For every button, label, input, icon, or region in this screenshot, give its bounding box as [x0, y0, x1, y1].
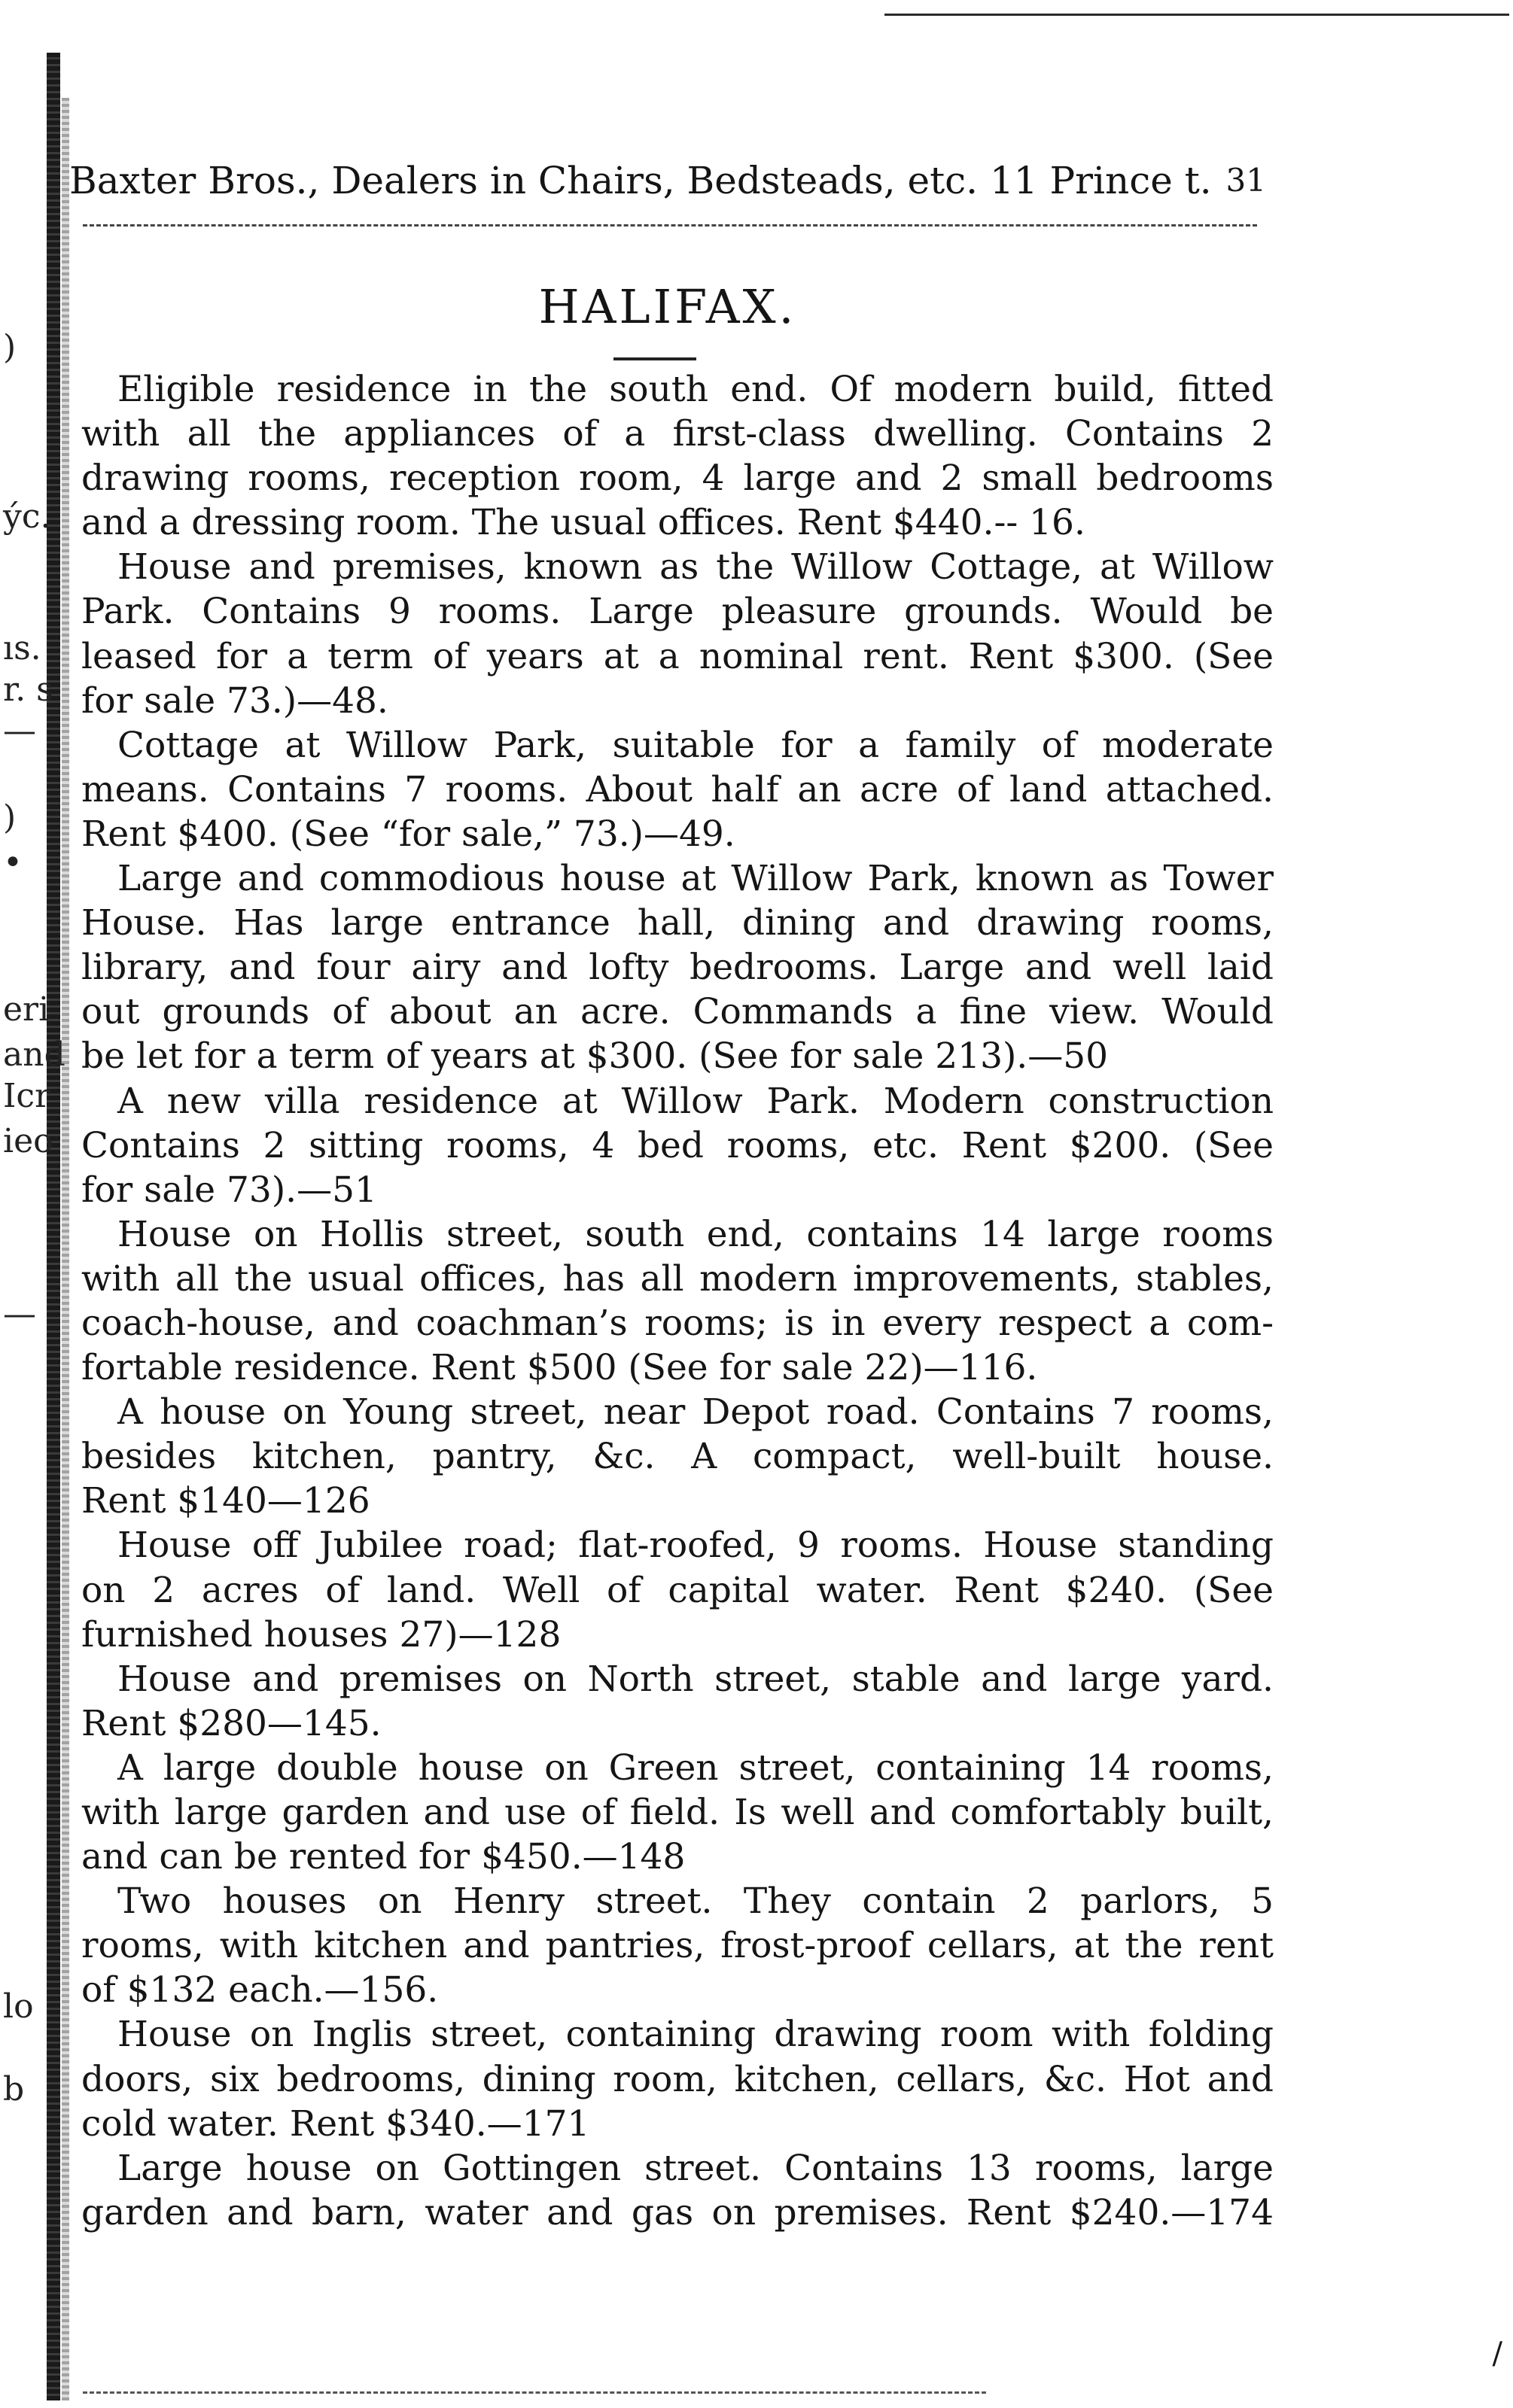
text-line: garden and barn, water and gas on premises. Rent $240.—174: [81, 2191, 1274, 2233]
margin-fragment: —: [3, 712, 36, 750]
margin-fragment: r. s: [3, 670, 53, 709]
text-line: House and premises, known as the Willow Cottage, at Willow: [117, 546, 1274, 588]
text-line: House. Has large entrance hall, dining and drawing rooms,: [81, 902, 1274, 944]
top-rule: [884, 14, 1509, 16]
bottom-rule: [83, 2391, 986, 2394]
margin-fragment: ıs.: [3, 629, 41, 667]
margin-fragment: and: [3, 1035, 65, 1074]
binding-shadow: [62, 98, 69, 2400]
text-line: coach-house, and coachman’s rooms; is in every respect a com-: [81, 1302, 1274, 1344]
margin-fragment: lo: [3, 1987, 34, 2026]
running-title: Baxter Bros., Dealers in Chairs, Bedsteads, etc. 11 Prince t.: [69, 159, 1212, 202]
text-line: Rent $140—126: [81, 1480, 370, 1522]
text-line: and a dressing room. The usual offices. Rent $440.-- 16.: [81, 502, 1085, 544]
text-line: A new villa residence at Willow Park. Modern construction: [117, 1080, 1274, 1122]
text-line: cold water. Rent $340.—171: [81, 2102, 590, 2145]
section-title: HALIFAX.: [538, 279, 797, 334]
listing-body: [81, 367, 1274, 2235]
text-line: for sale 73).—51: [81, 1169, 377, 1211]
margin-fragment: —: [3, 1295, 36, 1333]
text-line: doors, six bedrooms, dining room, kitchen, cellars, &c. Hot and: [81, 2058, 1274, 2100]
margin-fragment: eri: [3, 990, 50, 1029]
text-line: with all the usual offices, has all modern improvements, stables,: [81, 1257, 1274, 1300]
text-line: House and premises on North street, stable and large yard.: [117, 1658, 1274, 1700]
text-line: drawing rooms, reception room, 4 large and 2 small bedrooms: [81, 458, 1274, 500]
text-line: Contains 2 sitting rooms, 4 bed rooms, etc. Rent $200. (See: [81, 1124, 1274, 1166]
margin-fragment: ieo: [3, 1122, 53, 1160]
corner-mark: /: [1492, 2337, 1502, 2371]
text-line: besides kitchen, pantry, &c. A compact, well-built house.: [81, 1436, 1274, 1478]
margin-fragment: •: [3, 844, 23, 882]
header-rule: [83, 224, 1257, 227]
text-line: Cottage at Willow Park, suitable for a family of moderate: [117, 724, 1274, 766]
text-line: Eligible residence in the south end. Of modern build, fitted: [117, 369, 1274, 410]
text-line: House on Hollis street, south end, contains 14 large rooms: [117, 1213, 1274, 1255]
text-line: House on Inglis street, containing drawing room with folding: [117, 2014, 1274, 2056]
margin-fragment: ): [3, 798, 17, 837]
text-line: leased for a term of years at a nominal rent. Rent $300. (See: [81, 635, 1274, 677]
running-header: [69, 154, 1266, 207]
text-line: be let for a term of years at $300. (See for sale 213).—50: [81, 1035, 1109, 1078]
page-number: 31: [1225, 162, 1266, 199]
text-line: Park. Contains 9 rooms. Large pleasure grounds. Would be: [81, 591, 1274, 633]
margin-fragment: ýc.: [3, 497, 51, 536]
text-line: for sale 73.)—48.: [81, 680, 388, 722]
binding-edge: [47, 53, 60, 2400]
text-line: rooms, with kitchen and pantries, frost-proof cellars, at the rent: [81, 1925, 1274, 1967]
text-line: means. Contains 7 rooms. About half an acre of land attached.: [81, 768, 1274, 810]
text-line: out grounds of about an acre. Commands a fine view. Would: [81, 991, 1274, 1033]
margin-fragment: b: [3, 2070, 25, 2109]
text-line: Large and commodious house at Willow Park, known as Tower: [117, 858, 1274, 900]
text-line: library, and four airy and lofty bedrooms. Large and well laid: [81, 947, 1274, 989]
text-line: on 2 acres of land. Well of capital water. Rent $240. (See: [81, 1569, 1274, 1611]
text-line: Rent $280—145.: [81, 1702, 382, 1744]
margin-fragment: Icr: [3, 1077, 51, 1115]
text-line: Rent $400. (See “for sale,” 73.)—49.: [81, 813, 735, 855]
text-line: A house on Young street, near Depot road. Contains 7 rooms,: [117, 1391, 1274, 1434]
text-line: with all the appliances of a first-class dwelling. Contains 2: [81, 413, 1274, 455]
margin-fragment: ): [3, 328, 17, 366]
text-line: Two houses on Henry street. They contain 2 parlors, 5: [117, 1880, 1274, 1923]
text-line: and can be rented for $450.—148: [81, 1836, 686, 1878]
text-line: with large garden and use of field. Is well and comfortably built,: [81, 1792, 1274, 1833]
text-line: of $132 each.—156.: [81, 1969, 439, 2011]
text-line: House off Jubilee road; flat-roofed, 9 rooms. House standing: [117, 1525, 1274, 1567]
text-line: fortable residence. Rent $500 (See for sale 22)—116.: [81, 1347, 1038, 1389]
title-rule: [613, 357, 696, 360]
text-line: Large house on Gottingen street. Contains 13 rooms, large: [117, 2147, 1274, 2189]
text-line: furnished houses 27)—128: [81, 1613, 562, 1655]
text-line: A large double house on Green street, containing 14 rooms,: [117, 1747, 1274, 1789]
